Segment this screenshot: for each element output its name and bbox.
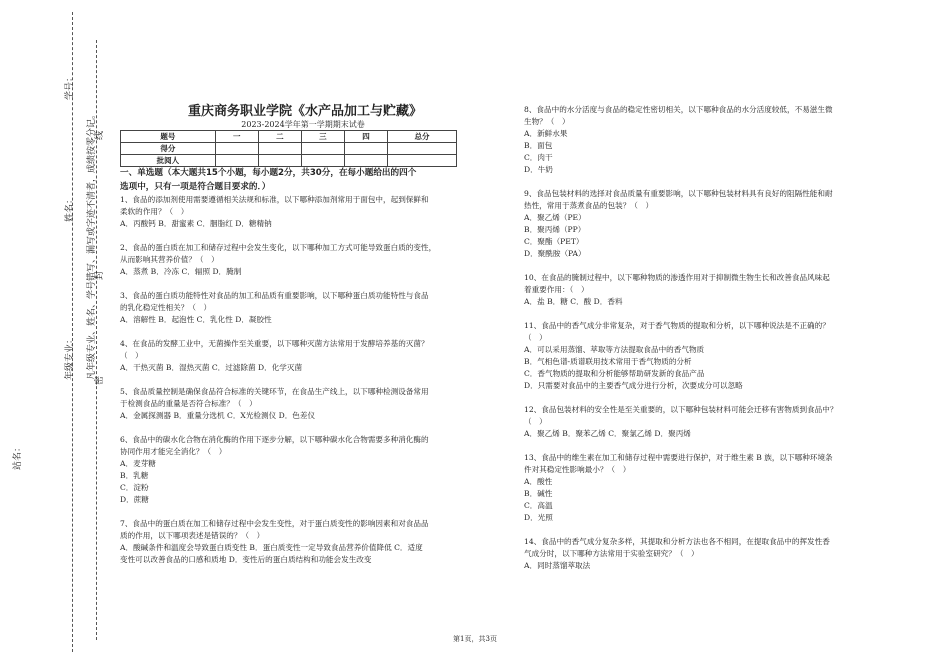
exam-subtitle: 2023-2024学年第一学期期末试卷 <box>241 120 365 129</box>
question-line: 2、食品的蛋白质在加工和储存过程中会发生变化，以下哪种加工方式可能导致蛋白质的变性， <box>120 243 437 252</box>
question-line: B．乳糖 <box>120 471 149 480</box>
score-cell: 三 <box>301 131 344 143</box>
question-line: C．肉干 <box>524 153 553 162</box>
section-heading-line: 一、单选题（本大题共15个小题，每小题2分，共30分，在每小题给出的四个 <box>120 168 417 178</box>
question-line: A．麦芽糖 <box>120 459 156 468</box>
score-row-label: 得分 <box>121 143 216 155</box>
question-line: 8、食品中的水分活度与食品的稳定性密切相关，以下哪种食品的水分活度较低，不易滋生微 <box>524 105 833 114</box>
score-blank-cell <box>301 143 344 155</box>
question-line: D．光照 <box>524 513 553 522</box>
question-line: 从而影响其营养价值？（ ） <box>120 255 219 264</box>
score-blank-cell <box>301 155 344 167</box>
line-gap <box>120 506 465 518</box>
line-gap <box>524 260 869 272</box>
line-gap <box>524 308 869 320</box>
question-line: 3、食品的蛋白质功能特性对食品的加工和品质有重要影响，以下哪种蛋白质功能特性与食品 <box>120 291 429 300</box>
binding-line-outer <box>72 12 73 652</box>
line-gap <box>120 374 465 386</box>
question-line: B．气相色谱-质谱联用技术常用于香气物质的分析 <box>524 357 692 366</box>
score-table <box>120 130 457 167</box>
question-line: 9、食品包装材料的选择对食品质量有重要影响，以下哪种包装材料具有良好的阻隔性能和耐 <box>524 189 833 198</box>
question-line: A．蒸煮 B．冷冻 C．辐照 D．腌制 <box>120 267 242 276</box>
question-line: 10、在食品的腌制过程中，以下哪种物质的渗透作用对于抑制微生物生长和改善食品风味起 <box>524 273 830 282</box>
question-line: 生物？（ ） <box>524 117 570 126</box>
school-label: 站名： <box>13 442 23 470</box>
score-cell: 四 <box>344 131 387 143</box>
question-line: A．新鲜水果 <box>524 129 568 138</box>
question-line: C．香气物质的提取和分析能够帮助研发新的食品产品 <box>524 369 705 378</box>
question-line: 4、在食品的发酵工业中，无菌操作至关重要，以下哪种灭菌方法常用于发酵培养基的灭菌？ <box>120 339 429 348</box>
score-cell: 题号 <box>121 131 216 143</box>
question-line: A．溶解性 B．起泡性 C．乳化性 D．凝胶性 <box>120 315 272 324</box>
score-table-header-row <box>121 131 457 143</box>
question-line: A．盐 B．糖 C．酸 D．香料 <box>524 297 623 306</box>
question-line: A．聚乙烯（PE） <box>524 213 586 222</box>
line-gap <box>524 176 869 188</box>
left-questions <box>120 194 465 566</box>
question-line: 于检测食品的重量是否符合标准？（ ） <box>120 399 257 408</box>
question-line: D．牛奶 <box>524 165 553 174</box>
question-line: （ ） <box>524 417 547 426</box>
seal-mark-mi: 密 <box>95 375 105 385</box>
score-blank-cell <box>388 155 457 167</box>
name-label: 姓名： <box>65 194 75 222</box>
question-line: 柔软的作用？（ ） <box>120 207 189 216</box>
binding-notice: 凡年级专业、姓名、学号错写、漏写或字迹不清者，成绩按零分记。 <box>87 109 97 380</box>
seal-mark-xian: 线 <box>95 130 105 140</box>
question-line: A．酸性 <box>524 477 553 486</box>
question-line: 11、食品中的香气成分非常复杂，对于香气物质的提取和分析，以下哪种说法是不正确的？ <box>524 321 830 330</box>
score-blank-cell <box>215 143 258 155</box>
score-blank-cell <box>258 143 301 155</box>
line-gap <box>120 278 465 290</box>
score-table-grader-row <box>121 155 457 167</box>
question-line: B．碱性 <box>524 489 553 498</box>
score-cell: 一 <box>215 131 258 143</box>
question-line: 7、食品中的蛋白质在加工和储存过程中会发生变性，对于蛋白质变性的影响因素和对食品品 <box>120 519 429 528</box>
line-gap <box>120 422 465 434</box>
question-line: 13、食品中的维生素在加工和储存过程中需要进行保护，对于维生素 B 族，以下哪种环境条 <box>524 453 833 462</box>
question-line: A．同时蒸馏萃取法 <box>524 561 591 570</box>
question-line: 6、食品中的碳水化合物在消化酶的作用下逐步分解，以下哪种碳水化合物需要多种消化酶的 <box>120 435 429 444</box>
score-blank-cell <box>344 143 387 155</box>
question-line: 件对其稳定性影响最小？（ ） <box>524 465 631 474</box>
right-column <box>524 104 869 572</box>
question-line: C．聚酯（PET） <box>524 237 584 246</box>
question-line: 质的作用，以下哪项表述是错误的？（ ） <box>120 531 265 540</box>
question-line: 热性，常用于蒸煮食品的包装？（ ） <box>524 201 654 210</box>
question-line: 5、食品质量控制是确保食品符合标准的关键环节，在食品生产线上，以下哪种检测设备常用 <box>120 387 429 396</box>
score-cell: 二 <box>258 131 301 143</box>
question-line: 变性可以改善食品的口感和质地 D．变性后的蛋白质结构和功能会发生改变 <box>120 555 372 564</box>
question-line: B．面包 <box>524 141 553 150</box>
question-line: 协同作用才能完全消化？（ ） <box>120 447 227 456</box>
question-line: 14、食品中的香气成分复杂多样，其提取和分析方法也各不相同，在提取食品中的挥发性香 <box>524 537 830 546</box>
question-line: 1、食品的添加剂使用需要遵循相关法规和标准，以下哪种添加剂常用于面包中，起到保鲜和 <box>120 195 429 204</box>
score-blank-cell <box>344 155 387 167</box>
right-questions <box>524 104 869 572</box>
question-line: A．干热灭菌 B．湿热灭菌 C．过滤除菌 D．化学灭菌 <box>120 363 303 372</box>
question-line: A．可以采用蒸馏、萃取等方法提取食品中的香气物质 <box>524 345 705 354</box>
seal-mark-feng: 封 <box>95 270 105 280</box>
left-column <box>120 166 465 566</box>
student-id-label: 学号： <box>65 72 75 100</box>
page-footer: 第1页，共3页 <box>453 635 497 643</box>
question-line: 的乳化稳定性相关？（ ） <box>120 303 212 312</box>
question-line: A．聚乙烯 B．聚苯乙烯 C．聚氯乙烯 D．聚丙烯 <box>524 429 691 438</box>
question-line: A．金属探测器 B．重量分选机 C．X光检测仪 D．色差仪 <box>120 411 316 420</box>
question-line: C．高温 <box>524 501 553 510</box>
line-gap <box>524 524 869 536</box>
question-line: 气成分时，以下哪种方法常用于实验室研究？（ ） <box>524 549 699 558</box>
score-table-score-row <box>121 143 457 155</box>
question-line: 着重要作用：（ ） <box>524 285 589 294</box>
score-blank-cell <box>388 143 457 155</box>
line-gap <box>120 326 465 338</box>
question-line: D．蔗糖 <box>120 495 149 504</box>
question-line: C．淀粉 <box>120 483 149 492</box>
line-gap <box>120 230 465 242</box>
question-line: B．聚丙烯（PP） <box>524 225 586 234</box>
score-blank-cell <box>215 155 258 167</box>
question-line: （ ） <box>120 351 143 360</box>
grader-row-label: 批阅人 <box>121 155 216 167</box>
exam-title: 重庆商务职业学院《水产品加工与贮藏》 <box>188 104 423 119</box>
line-gap <box>524 392 869 404</box>
score-cell: 总分 <box>388 131 457 143</box>
question-line: A．酸碱条件和温度会导致蛋白质变性 B．蛋白质变性一定导致食品营养价值降低 C．适度 <box>120 543 423 552</box>
line-gap <box>524 440 869 452</box>
section-heading-line: 选项中，只有一项是符合题目要求的．） <box>120 182 271 192</box>
question-line: 12、食品包装材料的安全性是至关重要的，以下哪种包装材料可能会迁移有害物质到食品中？ <box>524 405 838 414</box>
question-line: （ ） <box>524 333 547 342</box>
question-line: D．只需要对食品中的主要香气成分进行分析，次要成分可以忽略 <box>524 381 743 390</box>
question-line: A．丙酸钙 B．甜蜜素 C．胭脂红 D．糖精钠 <box>120 219 272 228</box>
grade-label: 年级专业： <box>65 334 75 380</box>
question-line: D．聚酰胺（PA） <box>524 249 586 258</box>
score-blank-cell <box>258 155 301 167</box>
